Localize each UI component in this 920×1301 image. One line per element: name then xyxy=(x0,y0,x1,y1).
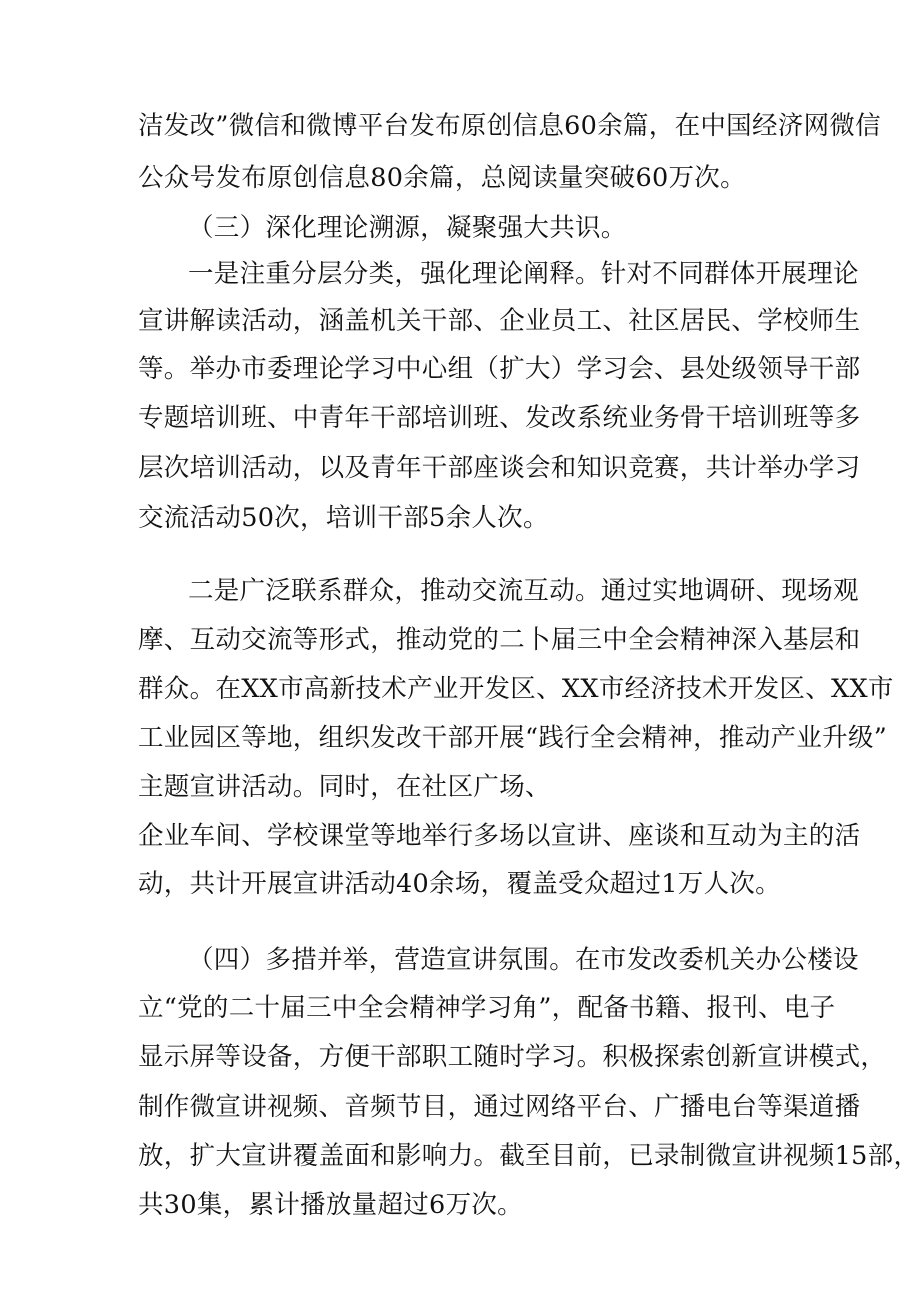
text-line: 企业车间、学校课堂等地举行多场以宣讲、座谈和互动为主的活 xyxy=(138,821,861,851)
text-line: 制作微宣讲视频、音频节目，通过网络平台、广播电台等渠道播 xyxy=(138,1092,861,1122)
text-line: 二是广泛联系群众，推动交流互动。通过实地调研、现场观 xyxy=(188,576,859,606)
text-line: 交流活动50次，培训干部5余人次。 xyxy=(138,503,549,533)
section-heading: （四）多措并举，营造宣讲氛围。在市发改委机关办公楼设 xyxy=(188,945,859,975)
text-line: 动，共计开展宣讲活动40余场，覆盖受众超过1万人次。 xyxy=(138,869,781,899)
text-line: 宣讲解读活动，涵盖机关干部、企业员工、社区居民、学校师生 xyxy=(138,306,861,336)
text-line: 主题宣讲活动。同时，在社区广场、 xyxy=(138,772,551,802)
text-line: 洁发改”微信和微博平台发布原创信息60余篇，在中国经济网微信 xyxy=(138,111,881,141)
text-line: 层次培训活动，以及青年干部座谈会和知识竞赛，共计举办学习 xyxy=(138,453,861,483)
text-line: 群众。在XX市高新技术产业开发区、XX市经济技术开发区、XX市 xyxy=(138,674,894,704)
text-line: 公众号发布原创信息80余篇，总阅读量突破60万次。 xyxy=(138,163,746,193)
text-line: 放，扩大宣讲覆盖面和影响力。截至目前，已录制微宣讲视频15部， xyxy=(138,1141,920,1171)
text-line: 立“党的二十届三中全会精神学习角”，配备书籍、报刊、电子 xyxy=(138,993,836,1023)
section-heading: （三）深化理论溯源，凝聚强大共识。 xyxy=(188,213,627,243)
text-line: 专题培训班、中青年干部培训班、发改系统业务骨干培训班等多 xyxy=(138,403,861,433)
text-line: 一是注重分层分类，强化理论阐释。针对不同群体开展理论 xyxy=(188,259,859,289)
text-line: 工业园区等地，组织发改干部开展“践行全会精神，推动产业升级” xyxy=(138,723,888,753)
text-line: 共30集，累计播放量超过6万次。 xyxy=(138,1190,523,1220)
text-line: 显示屏等设备，方便干部职工随时学习。积极探索创新宣讲模式， xyxy=(138,1042,887,1072)
text-line: 摩、互动交流等形式，推动党的二卜届三中全会精神深入基层和 xyxy=(138,625,861,655)
text-line: 等。举办市委理论学习中心组（扩大）学习会、县处级领导干部 xyxy=(138,354,861,384)
